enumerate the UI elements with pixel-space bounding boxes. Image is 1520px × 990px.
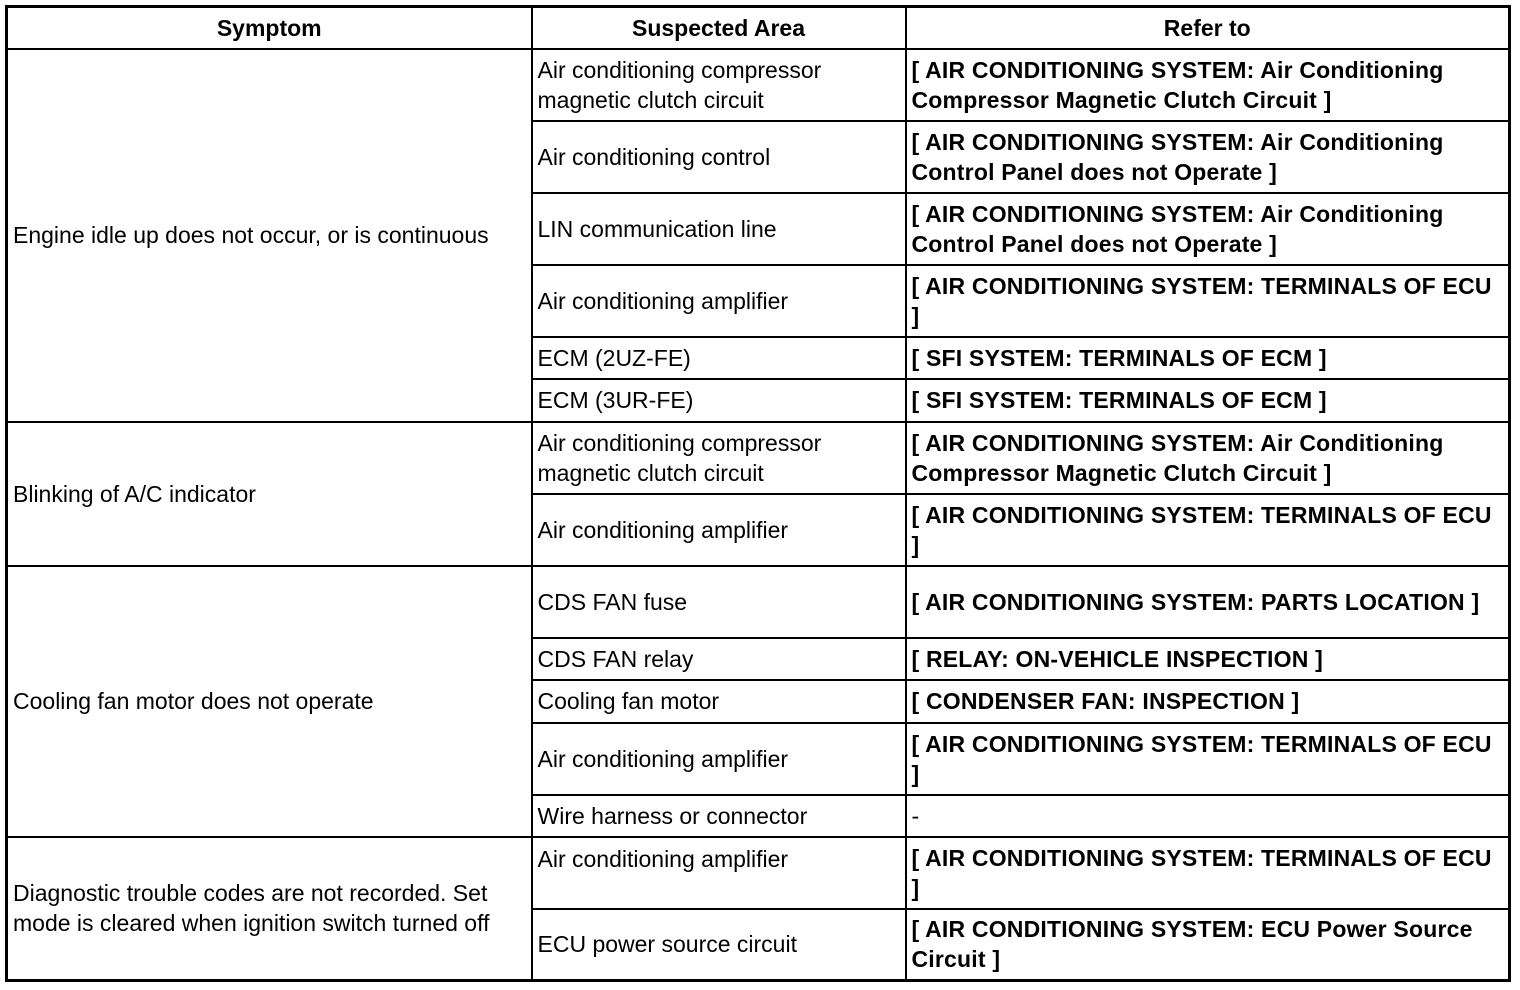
symptom-cell: Engine idle up does not occur, or is continuous	[7, 49, 532, 422]
refer-link[interactable]: [ AIR CONDITIONING SYSTEM: Air Conditioning Compressor Magnetic Clutch Circuit ]	[906, 422, 1510, 494]
suspected-area-cell: Wire harness or connector	[532, 795, 906, 837]
refer-link[interactable]: [ RELAY: ON-VEHICLE INSPECTION ]	[906, 638, 1510, 680]
refer-link[interactable]: [ SFI SYSTEM: TERMINALS OF ECM ]	[906, 337, 1510, 379]
table-row	[7, 837, 1510, 909]
refer-link[interactable]: [ AIR CONDITIONING SYSTEM: ECU Power Source Circuit ]	[906, 909, 1510, 981]
header-refer-to: Refer to	[906, 7, 1510, 49]
refer-link[interactable]: [ CONDENSER FAN: INSPECTION ]	[906, 680, 1510, 723]
refer-link[interactable]: [ SFI SYSTEM: TERMINALS OF ECM ]	[906, 379, 1510, 422]
suspected-area-cell: Air conditioning amplifier	[532, 265, 906, 337]
refer-link[interactable]: [ AIR CONDITIONING SYSTEM: TERMINALS OF ECU ]	[906, 723, 1510, 795]
symptom-cell: Diagnostic trouble codes are not recorded. Set mode is cleared when ignition switch turned off	[7, 837, 532, 981]
refer-link[interactable]: [ AIR CONDITIONING SYSTEM: Air Conditioning Control Panel does not Operate ]	[906, 193, 1510, 265]
table-row	[7, 422, 1510, 494]
suspected-area-cell: CDS FAN relay	[532, 638, 906, 680]
refer-link[interactable]: [ AIR CONDITIONING SYSTEM: Air Conditioning Control Panel does not Operate ]	[906, 121, 1510, 193]
table-row	[7, 49, 1510, 121]
symptom-cell: Cooling fan motor does not operate	[7, 566, 532, 837]
header-symptom: Symptom	[7, 7, 532, 49]
table-row	[7, 566, 1510, 638]
header-row	[7, 7, 1510, 49]
refer-link[interactable]: [ AIR CONDITIONING SYSTEM: TERMINALS OF ECU ]	[906, 265, 1510, 337]
suspected-area-cell: ECM (3UR-FE)	[532, 379, 906, 422]
refer-link[interactable]: [ AIR CONDITIONING SYSTEM: TERMINALS OF ECU ]	[906, 494, 1510, 566]
suspected-area-cell: Air conditioning compressor magnetic clutch circuit	[532, 49, 906, 121]
refer-cell: -	[906, 795, 1510, 837]
suspected-area-cell: Air conditioning amplifier	[532, 837, 906, 909]
suspected-area-cell: Air conditioning compressor magnetic clutch circuit	[532, 422, 906, 494]
suspected-area-cell: Air conditioning amplifier	[532, 494, 906, 566]
suspected-area-cell: LIN communication line	[532, 193, 906, 265]
header-suspected-area: Suspected Area	[532, 7, 906, 49]
suspected-area-cell: Air conditioning control	[532, 121, 906, 193]
symptom-cell: Blinking of A/C indicator	[7, 422, 532, 566]
suspected-area-cell: CDS FAN fuse	[532, 566, 906, 638]
suspected-area-cell: Cooling fan motor	[532, 680, 906, 723]
suspected-area-cell: Air conditioning amplifier	[532, 723, 906, 795]
symptom-table	[5, 5, 1511, 982]
suspected-area-cell: ECM (2UZ-FE)	[532, 337, 906, 379]
refer-link[interactable]: [ AIR CONDITIONING SYSTEM: Air Conditioning Compressor Magnetic Clutch Circuit ]	[906, 49, 1510, 121]
refer-link[interactable]: [ AIR CONDITIONING SYSTEM: TERMINALS OF ECU ]	[906, 837, 1510, 909]
suspected-area-cell: ECU power source circuit	[532, 909, 906, 981]
refer-link[interactable]: [ AIR CONDITIONING SYSTEM: PARTS LOCATION ]	[906, 566, 1510, 638]
